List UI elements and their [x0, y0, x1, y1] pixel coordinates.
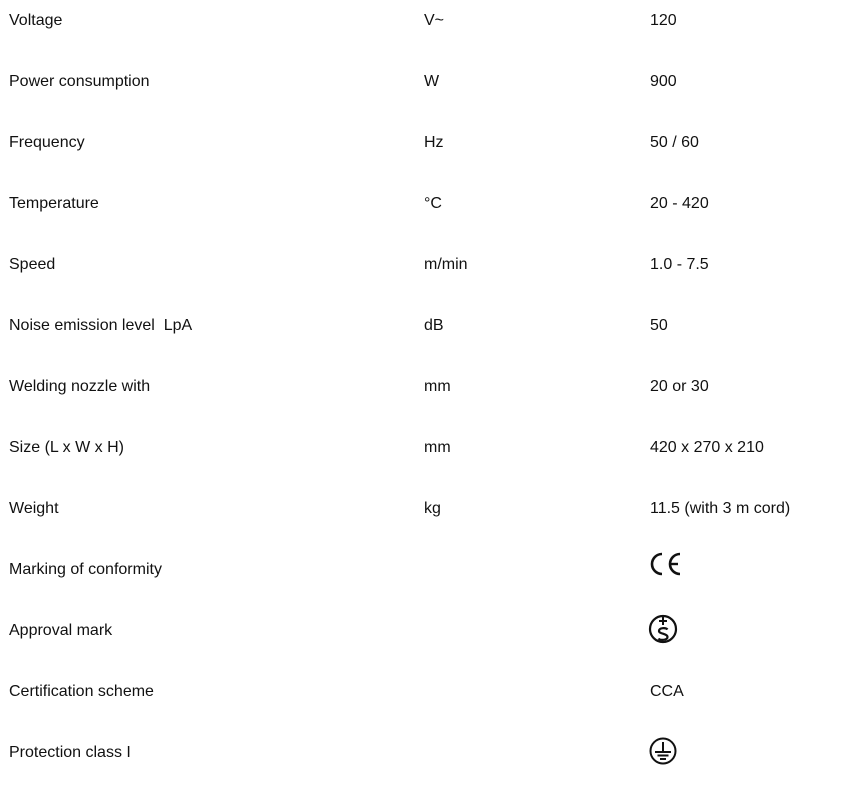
spec-row-noise: [0, 316, 842, 346]
spec-label: Noise emission level LpA: [9, 317, 193, 334]
spec-unit: V~: [424, 12, 445, 29]
spec-label: Voltage: [9, 12, 63, 29]
spec-unit: m/min: [424, 256, 468, 273]
spec-value: 900: [650, 73, 677, 90]
spec-row-temperature: [0, 194, 842, 224]
spec-unit: kg: [424, 500, 441, 517]
spec-label: Speed: [9, 256, 56, 273]
spec-row-approval: [0, 621, 842, 651]
protective-earth-icon: [648, 736, 678, 766]
spec-value: 50 / 60: [650, 134, 699, 151]
spec-value: 420 x 270 x 210: [650, 439, 764, 456]
spec-unit: mm: [424, 378, 451, 395]
spec-unit: mm: [424, 439, 451, 456]
spec-unit: dB: [424, 317, 444, 334]
spec-unit: °C: [424, 195, 442, 212]
spec-label: Certification scheme: [9, 683, 154, 700]
csa-approval-icon: [648, 611, 678, 647]
spec-value: 20 or 30: [650, 378, 709, 395]
ce-mark-icon: [645, 550, 685, 578]
spec-label: Protection class I: [9, 744, 131, 761]
spec-row-voltage: [0, 11, 842, 41]
spec-row-weight: [0, 499, 842, 529]
spec-label: Power consumption: [9, 73, 150, 90]
spec-value: 50: [650, 317, 668, 334]
spec-label: Weight: [9, 500, 59, 517]
spec-value: 1.0 - 7.5: [650, 256, 709, 273]
spec-value: 120: [650, 12, 677, 29]
spec-label: Temperature: [9, 195, 99, 212]
spec-label: Approval mark: [9, 622, 113, 639]
spec-unit: Hz: [424, 134, 444, 151]
spec-label: Marking of conformity: [9, 561, 162, 578]
spec-label: Welding nozzle with: [9, 378, 151, 395]
spec-row-certification: [0, 682, 842, 712]
spec-row-frequency: [0, 133, 842, 163]
spec-value: 11.5 (with 3 m cord): [650, 500, 791, 517]
spec-value: CCA: [650, 683, 684, 700]
spec-row-speed: [0, 255, 842, 285]
spec-row-nozzle: [0, 377, 842, 407]
spec-unit: W: [424, 73, 440, 90]
spec-row-protection: [0, 743, 842, 773]
spec-row-size: [0, 438, 842, 468]
spec-row-conformity: [0, 560, 842, 590]
spec-value: 20 - 420: [650, 195, 709, 212]
spec-row-power: [0, 72, 842, 102]
spec-label: Frequency: [9, 134, 85, 151]
spec-label: Size (L x W x H): [9, 439, 124, 456]
